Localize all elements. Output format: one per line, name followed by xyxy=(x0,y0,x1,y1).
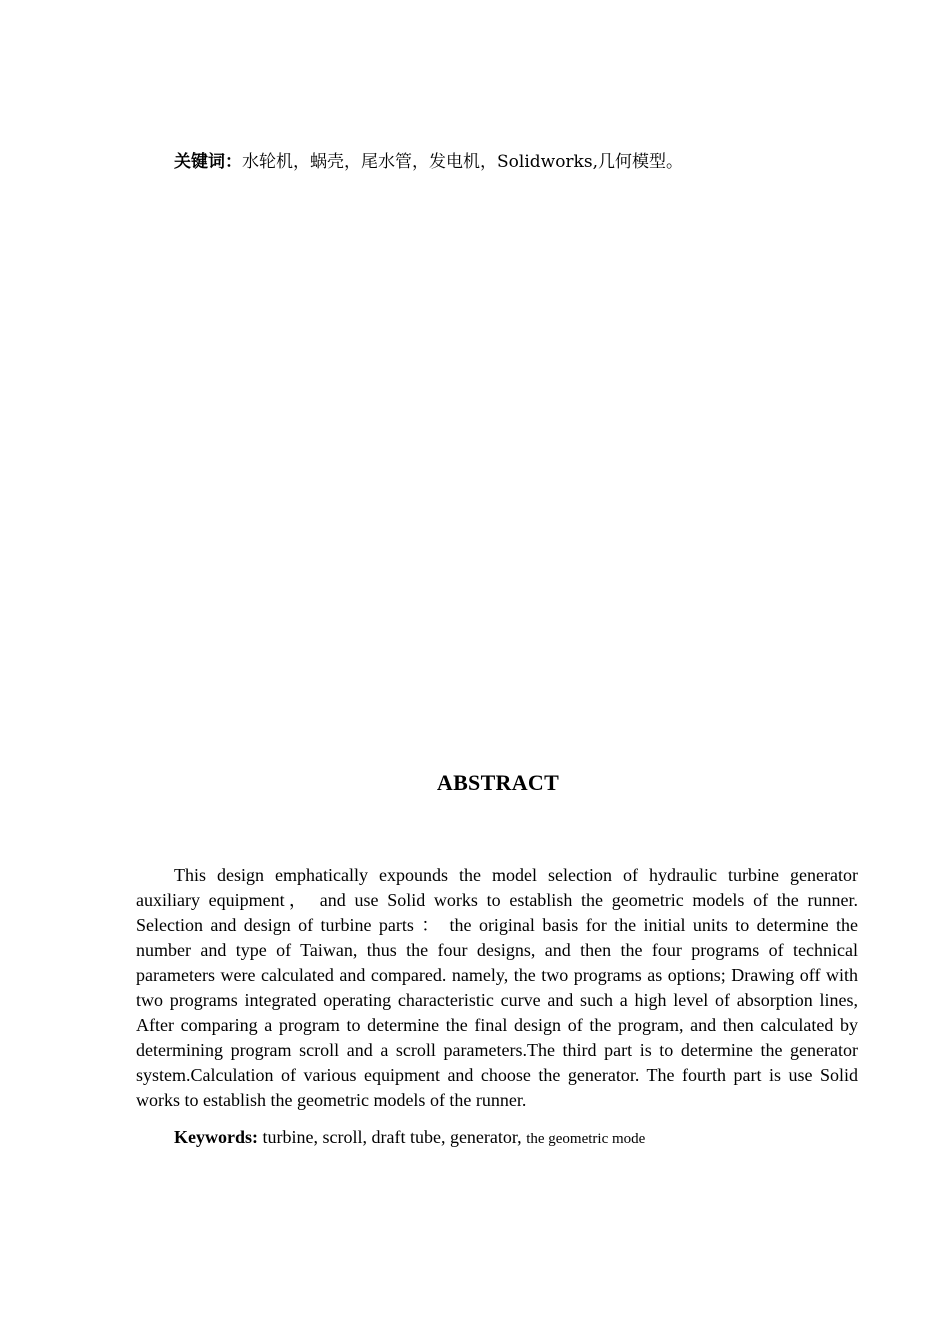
english-keywords-label: Keywords: xyxy=(174,1127,258,1147)
chinese-keywords-text: 水轮机，蜗壳，尾水管，发电机，Solidworks,几何模型。 xyxy=(242,152,683,172)
english-keywords-line xyxy=(174,1125,645,1152)
chinese-keywords-label: 关键词： xyxy=(174,152,242,172)
english-keywords-text: turbine, scroll, draft tube, generator, xyxy=(262,1127,522,1147)
chinese-keywords-line xyxy=(174,148,683,175)
abstract-body: This design emphatically expounds the model selection of hydraulic turbine generator auxiliary equipment， and use Solid works to establish the geometric models of the runner. Selection and design of turbine parts ： the original basis for the initial units to determine the number and type of Taiwan, thus the four designs, and then the four programs of technical parameters were calculated and compared. namely, the two programs as options; Drawing off with two programs integrated operating characteristic curve and such a high level of absorption lines, After comparing a program to determine the final design of the program, and then calculated by determining program scroll and a scroll parameters.The third part is to determine the generator system.Calculation of various equipment and choose the generator. The fourth part is use Solid works to establish the geometric models of the runner. xyxy=(136,865,858,1110)
english-keywords-tail: the geometric mode xyxy=(526,1131,646,1147)
abstract-title: ABSTRACT xyxy=(436,770,560,795)
